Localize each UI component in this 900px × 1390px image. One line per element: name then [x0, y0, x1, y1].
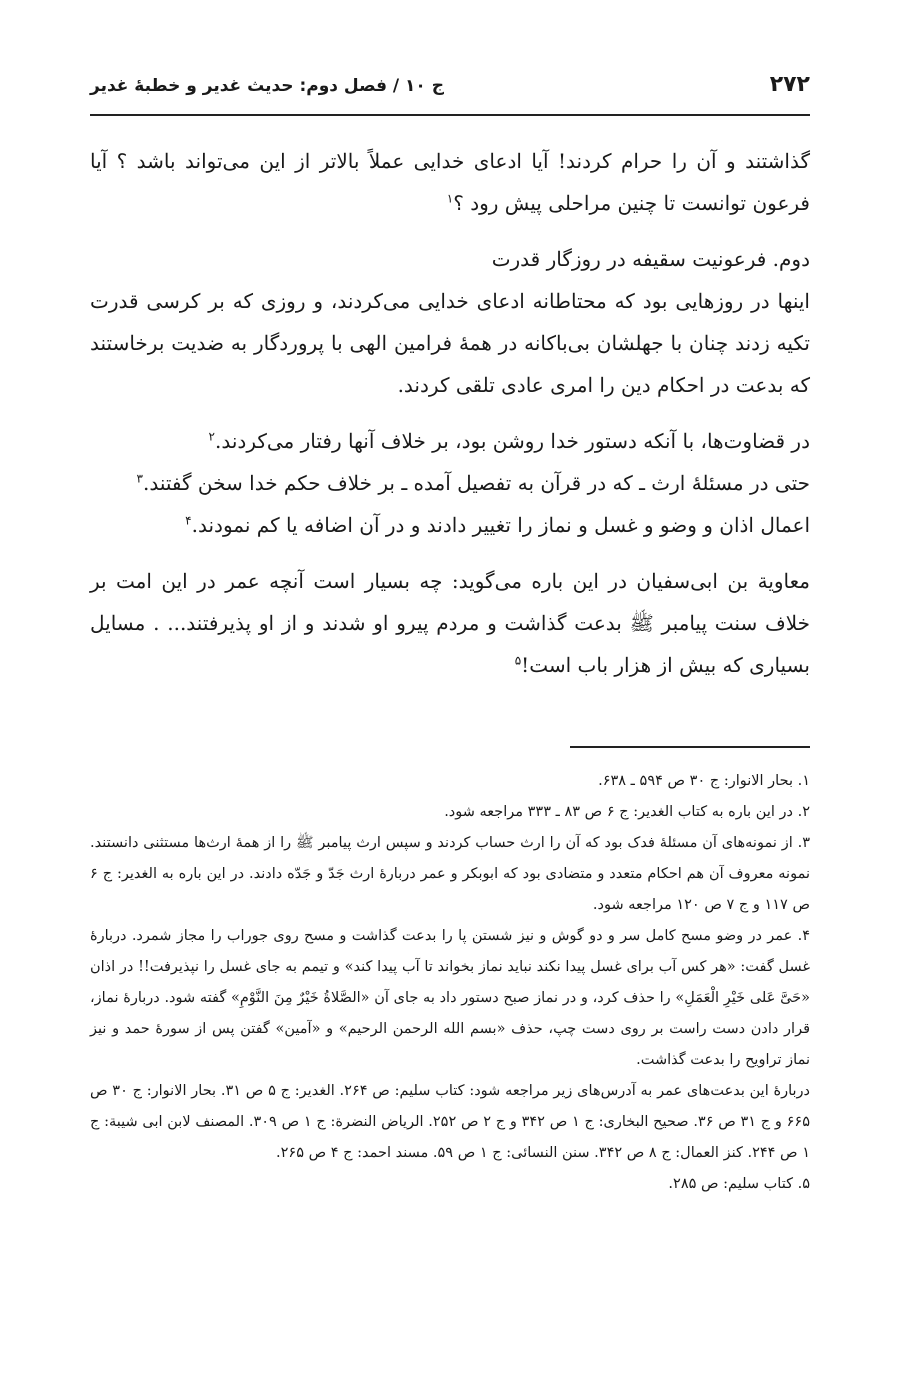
footnote-4-references: دربارهٔ این بدعت‌های عمر به آدرس‌های زیر مراجعه شود: کتاب سلیم: ص ۲۶۴. الغدیر: ج ۵ ص ۳۱. بحار الانوار: ج ۳۰ ص ۶۶۵ و ج ۳۱ ص ۳۶. صحیح البخاری: ج ۱ ص ۳۴۲ و ج ۲ ص ۲۵۲. الریاض النضرة: ج ۱ ص ۳۰۹. المصنف لابن ابی شیبة: ج ۱ ص ۲۴۴. کنز العمال: ج ۸ ص ۳۴۲. سنن النسائی: ج ۱ ص ۵۹. مسند احمد: ج ۴ ص ۲۶۵. [90, 1083, 811, 1161]
paragraph-4 [90, 462, 810, 504]
paragraph-3 [90, 420, 810, 462]
paragraph-5 [90, 504, 810, 546]
paragraph-4-text: حتی در مسئلهٔ ارث ـ که در قرآن به تفصیل آمده ـ بر خلاف حکم خدا سخن گفتند. [142, 471, 810, 495]
paragraph-6-text: معاویة بن ابی‌سفیان در این باره می‌گوید: چه بسیار است آنچه عمر در این امت بر خلاف سنت پیامبر ﷺ بدعت گذاشت و مردم پیرو او شدند و از او پذیرفتند... . مسایل بسیاری که بیش از هزار باب است! [90, 569, 810, 677]
paragraph-2: اینها در روزهایی بود که محتاطانه ادعای خدایی می‌کردند، و روزی که بر کرسی قدرت تکیه زدند چنان با جهلشان بی‌باکانه در همهٔ فرامین الهی با پروردگار به ضدیت برخاستند که بدعت در احکام دین را امری عادی تلقی کردند. [90, 289, 810, 397]
footnote-2: ۲. در این باره به کتاب الغدیر: ج ۶ ص ۸۳ ـ ۳۳۳ مراجعه شود. [444, 804, 810, 820]
paragraph-1-text: گذاشتند و آن را حرام کردند! آیا ادعای خدایی عملاً بالاتر از این می‌تواند باشد ؟ آیا فرعون توانست تا چنین مراحلی پیش رود ؟ [90, 149, 810, 215]
footnote-3: ۳. از نمونه‌های آن مسئلهٔ فدک بود که آن را ارث حساب کردند و سپس ارث پیامبر ﷺ را از همهٔ ارث‌ها مستثنی دانستند. نمونه معروف آن هم احکام متعدد و متضادی بود که ابوبکر و عمر دربارهٔ ارث جَدّ و جَدّه دادند. در این باره به الغدیر: ج ۶ ص ۱۱۷ و ج ۷ ص ۱۲۰ مراجعه شود. [90, 835, 810, 913]
footnote-ref-3: ۳ [136, 471, 143, 486]
running-title: ج ۱۰ / فصل دوم: حدیث غدیر و خطبهٔ غدیر [90, 76, 444, 96]
footnote-5: ۵. کتاب سلیم: ص ۲۸۵. [668, 1176, 810, 1192]
section-heading: دوم. فرعونیت سقیفه در روزگار قدرت [491, 247, 810, 271]
footnote-ref-2: ۲ [208, 429, 215, 444]
paragraph-1 [90, 140, 810, 224]
paragraph-6 [90, 560, 810, 686]
paragraph-5-text: اعمال اذان و وضو و غسل و نماز را تغییر دادند و در آن اضافه یا کم نمودند. [191, 513, 810, 537]
footnote-ref-5: ۵ [514, 653, 522, 668]
page-header [90, 70, 810, 116]
footnote-ref-4: ۴ [185, 513, 192, 528]
main-text [90, 140, 810, 700]
footnote-1: ۱. بحار الانوار: ج ۳۰ ص ۵۹۴ ـ ۶۳۸. [598, 773, 810, 789]
page-number: ۲۷۲ [769, 72, 810, 97]
footnote-4: ۴. عمر در وضو مسح کامل سر و دو گوش و نیز شستن پا را بدعت گذاشت و مسح روی جوراب را مجاز شمرد. دربارهٔ غسل گفت: «هر کس آب برای غسل پیدا نکند نباید نماز بخواند تا آب پیدا کند» و تیمم به جای غسل را نپذیرفت!! در اذان «حَیَّ عَلی خَیْرِ الْعَمَلِ» را حذف کرد، و در نماز صبح دستور داد به جای آن «الصَّلاةُ خَیْرٌ مِنَ النَّوْمِ» گفته شود. دربارهٔ نماز، قرار دادن دست راست بر روی دست چپ، حذف «بسم الله الرحمن الرحیم» و «آمین» گفتن پس از سورهٔ حمد و نیز نماز تراویح را بدعت گذاشت. [90, 928, 810, 1068]
footnotes [90, 766, 810, 1200]
footnote-divider [570, 746, 810, 748]
paragraph-3-text: در قضاوت‌ها، با آنکه دستور خدا روشن بود، بر خلاف آنها رفتار می‌کردند. [215, 429, 810, 453]
footnote-ref-1: ۱ [446, 191, 454, 206]
